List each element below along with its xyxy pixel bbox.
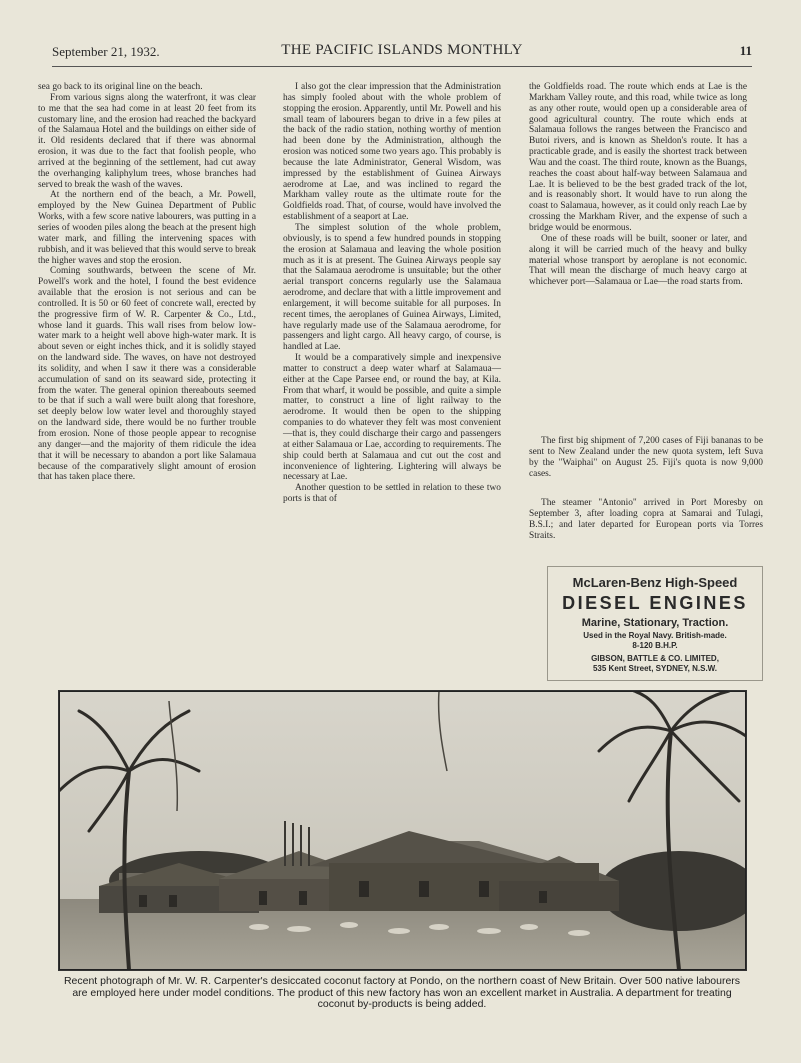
issue-date: September 21, 1932. <box>52 44 160 59</box>
photo-illustration <box>59 691 746 970</box>
page-header <box>52 44 752 66</box>
paragraph: One of these roads will be built, sooner or later, and along it will be carried much of the heavy and bulky material whose transport by aeroplane is not economic. That will mean the discharge of much heavy cargo at whichever port—Salamaua or Lae—the road starts from. <box>529 233 747 288</box>
photo-caption: Recent photograph of Mr. W. R. Carpenter's desiccated coconut factory at Pondo, on the northern coast of New Britain. Over 500 native labourers are employed here under model conditions. The product of this new factory has won an excellent market in Australia. A department for treating coconut by-products is being added. <box>63 975 741 1011</box>
article-column-2 <box>283 82 501 505</box>
diesel-engines-advertisement <box>547 566 763 681</box>
publication-title: THE PACIFIC ISLANDS MONTHLY <box>281 42 523 58</box>
ad-headline: DIESEL ENGINES <box>562 593 748 613</box>
paragraph: Another question to be settled in relation to these two ports is that of <box>283 483 501 505</box>
article-column-1 <box>38 82 256 483</box>
news-paragraph: The first big shipment of 7,200 cases of Fiji bananas to be sent to New Zealand under the new quota system, left Suva by the "Waiphai" on August 25. Fiji's quota is now 9,000 cases. <box>529 436 763 479</box>
paragraph: sea go back to its original line on the beach. <box>38 82 203 92</box>
paragraph: At the northern end of the beach, a Mr. Powell, employed by the New Guinea Department of Public Works, with a few score native labourers, was putting in a series of wooden piles along the beach at the present high water mark, and filling the intervening spaces with rubbish, and it was believed that this would serve to break the higher waves and stop the erosion. <box>38 190 256 266</box>
paragraph: the Goldfields road. The route which ends at Lae is the Markham Valley route, and this road, while twice as long as any other route, would open up a considerable area of good agricultural country. The route which ends at Salamaua follows the ranges between the Francisco and Butoi rivers, and is known as Sheldon's route. It has a practicable grade, and is easily the shortest track between Wau and the coast. The third route, known as the Buangs, reaches the coast about half-way between Salamaua and Lae. It is believed to be the best graded track of the lot, and is reasonably short. It would have to run along the coast to Salamaua, however, as it could only reach Lae by crossing the Markham River, and the expense of such a bridge would be enormous. <box>529 82 747 233</box>
paragraph: It would be a comparatively simple and inexpensive matter to construct a deep water wharf at Salamaua—either at the Cape Parsee end, or round the bay, at Kila. From that wharf, it would be possible, and quite a simple matter, to construct a line of light railway to the aerodrome. It would then be open to the shipping companies to do whatever they felt was most convenient—that is, they could discharge their cargo and passengers at either Salamaua or Lae, according to requirements. The ship could berth at Salamaua and cut out the cost and inconvenience of lightering. Lightering will always be necessary at Lae. <box>283 353 501 483</box>
news-item-bananas <box>529 436 763 479</box>
ad-uses: Marine, Stationary, Traction. <box>581 617 729 629</box>
paragraph: The simplest solution of the whole problem, obviously, is to spend a few hundred pounds in stopping the erosion at Salamaua and leaving the whole position much as it is at present. The Guinea Airways people say that the Salamaua aerodrome is unsuitable; but the other aerial transport concerns regularly use the Salamaua aerodrome, and declare that with a little improvement and enlargement, it will become suitable for all purposes. In recent times, the aeroplanes of Guinea Airways, Limited, have regularly made use of the Salamaua aerodrome, for passengers and light cargo. All heavy cargo, of course, is handled at Lae. <box>283 222 501 353</box>
paragraph: I also got the clear impression that the Administration has simply fooled about with the whole problem of stopping the erosion. Apparently, until Mr. Powell and his small team of labourers began to drive in a few piles at the back of the radio station, nothing worthy of mention had been done by the Administration, although the erosion was noticed some two years ago. This probably is because the late Administrator, General Wisdom, was impressed by the establishment of Guinea Airways aerodrome at Lae, and was inclined to regard the Markham valley route as the ultimate route for the Goldfields road. That, of course, would have involved the establishment of a seaport at Lae. <box>283 82 501 223</box>
article-column-3 <box>529 82 747 288</box>
header-rule <box>52 66 752 67</box>
paragraph: From various signs along the waterfront, it was clear to me that the sea had come in at least 20 feet from its customary line, and the erosion had reached the backyard of the Salamaua Hotel and the buildings on either side of it. Old residents declared that if there was abnormal erosion, it was due to the fact that foolish people, who arrived at the beginning of the settlement, had cut away the overhanging kaliphylum trees, whose branches had served to break the wash of the waves. <box>38 92 256 190</box>
ad-power: 8-120 B.H.P. <box>632 641 678 650</box>
ad-company: GIBSON, BATTLE & CO. LIMITED, <box>591 654 719 663</box>
paragraph: Coming southwards, between the scene of Mr. Powell's work and the hotel, I found the best evidence available that the erosion is not serious and can be controlled. It is 50 or 60 feet of concrete wall, erected by the progressive firm of W. R. Carpenter & Co., Ltd., whose land it guards. This wall rises from below low-water mark to a height well above high-water mark. It is about seven or eight inches thick, and it is solidly stayed on the landward side. The waves, on have not destroyed its solidity, and when I saw it there was a considerable accumulation of sand on its seaward side, protecting it from the water. The general opinion thereabouts seemed to be that if such a wall were built along that foreshore, set deeply below low water level and thoroughly stayed on the landward side, there would be no further trouble from erosion. None of those people appear to recognise any danger—and the majority of them ridicule the idea that it will be necessary to abandon a port like Salamaua because of the comparatively slight amount of erosion that has taken place there. <box>38 266 256 483</box>
coconut-factory-photograph <box>58 690 747 971</box>
news-paragraph: The steamer "Antonio" arrived in Port Moresby on September 3, after loading copra at Samarai and Tulagi, B.S.I.; and later departed for European ports via Torres Straits. <box>529 498 763 541</box>
ad-brand: McLaren-Benz High-Speed <box>572 575 738 590</box>
news-item-steamer <box>529 498 763 541</box>
page-number: 11 <box>739 43 752 58</box>
ad-note: Used in the Royal Navy. British-made. <box>583 631 727 640</box>
ad-address: 535 Kent Street, SYDNEY, N.S.W. <box>592 664 718 673</box>
